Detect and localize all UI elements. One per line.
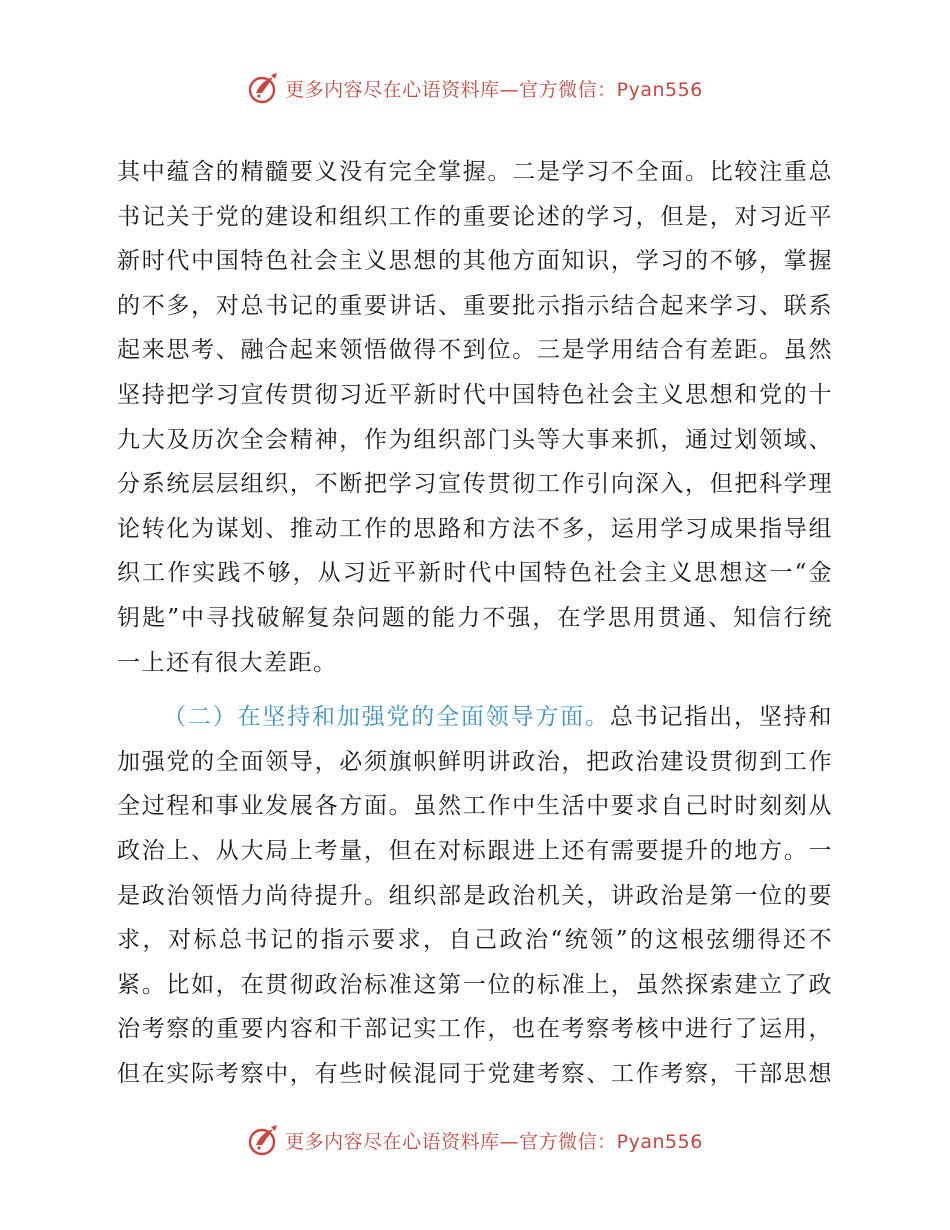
paragraph-spacer	[117, 685, 833, 695]
text-line: 的不多，对总书记的重要讲话、重要批示指示结合起来学习、联系	[117, 292, 833, 319]
text-line: 其中蕴含的精髓要义没有完全掌握。二是学习不全面。比较注重总	[117, 159, 833, 185]
header-watermark-banner	[0, 68, 950, 108]
section-heading: （二）在坚持和加强党的全面领导方面。	[163, 704, 610, 731]
text-line-first	[117, 695, 833, 740]
text-line: 治考察的重要内容和干部记实工作，也在考察考核中进行了运用，	[117, 1016, 833, 1043]
text-line: 新时代中国特色社会主义思想的其他方面知识，学习的不够，掌握	[117, 248, 833, 275]
text-line: 论转化为谋划、推动工作的思路和方法不多，运用学习成果指导组	[117, 515, 833, 542]
text-line: 分系统层层组织，不断把学习宣传贯彻工作引向深入，但把科学理	[117, 471, 833, 498]
text-line-rest: 总书记指出，坚持和	[609, 704, 834, 731]
footer-watermark-banner	[0, 1120, 950, 1160]
paragraph-2	[117, 695, 833, 1096]
text-line: 是政治领悟力尚待提升。组织部是政治机关，讲政治是第一位的要	[117, 882, 833, 909]
text-line: 政治上、从大局上考量，但在对标跟进上还有需要提升的地方。一	[117, 837, 833, 864]
text-line: 九大及历次全会精神，作为组织部门头等大事来抓，通过划领域、	[117, 426, 833, 453]
text-line: 书记关于党的建设和组织工作的重要论述的学习，但是，对习近平	[117, 203, 833, 230]
text-line: 一上还有很大差距。	[117, 649, 338, 676]
pen-logo-icon	[247, 1123, 281, 1157]
pen-logo-icon	[247, 71, 281, 105]
text-line: 织工作实践不够，从习近平新时代中国特色社会主义思想这一“金	[117, 560, 833, 587]
text-line: 全过程和事业发展各方面。虽然工作中生活中要求自己时时刻刻从	[117, 793, 833, 820]
footer-banner-text: 更多内容尽在心语资料库—官方微信：Pyan556	[285, 1130, 703, 1153]
text-line: 求，对标总书记的指示要求，自己政治“统领”的这根弦绷得还不	[117, 927, 833, 954]
text-line: 紧。比如，在贯彻政治标准这第一位的标准上，虽然探索建立了政	[117, 971, 833, 998]
document-body	[117, 150, 833, 1096]
text-line: 坚持把学习宣传贯彻习近平新时代中国特色社会主义思想和党的十	[117, 381, 833, 408]
text-line: 起来思考、融合起来领悟做得不到位。三是学用结合有差距。虽然	[117, 337, 833, 364]
paragraph-1	[117, 150, 833, 685]
text-line: 但在实际考察中，有些时候混同于党建考察、工作考察，干部思想	[117, 1060, 833, 1087]
text-line: 钥匙”中寻找破解复杂问题的能力不强，在学思用贯通、知信行统	[117, 604, 833, 631]
text-line: 加强党的全面领导，必须旗帜鲜明讲政治，把政治建设贯彻到工作	[117, 748, 833, 775]
header-banner-text: 更多内容尽在心语资料库—官方微信：Pyan556	[285, 78, 703, 101]
